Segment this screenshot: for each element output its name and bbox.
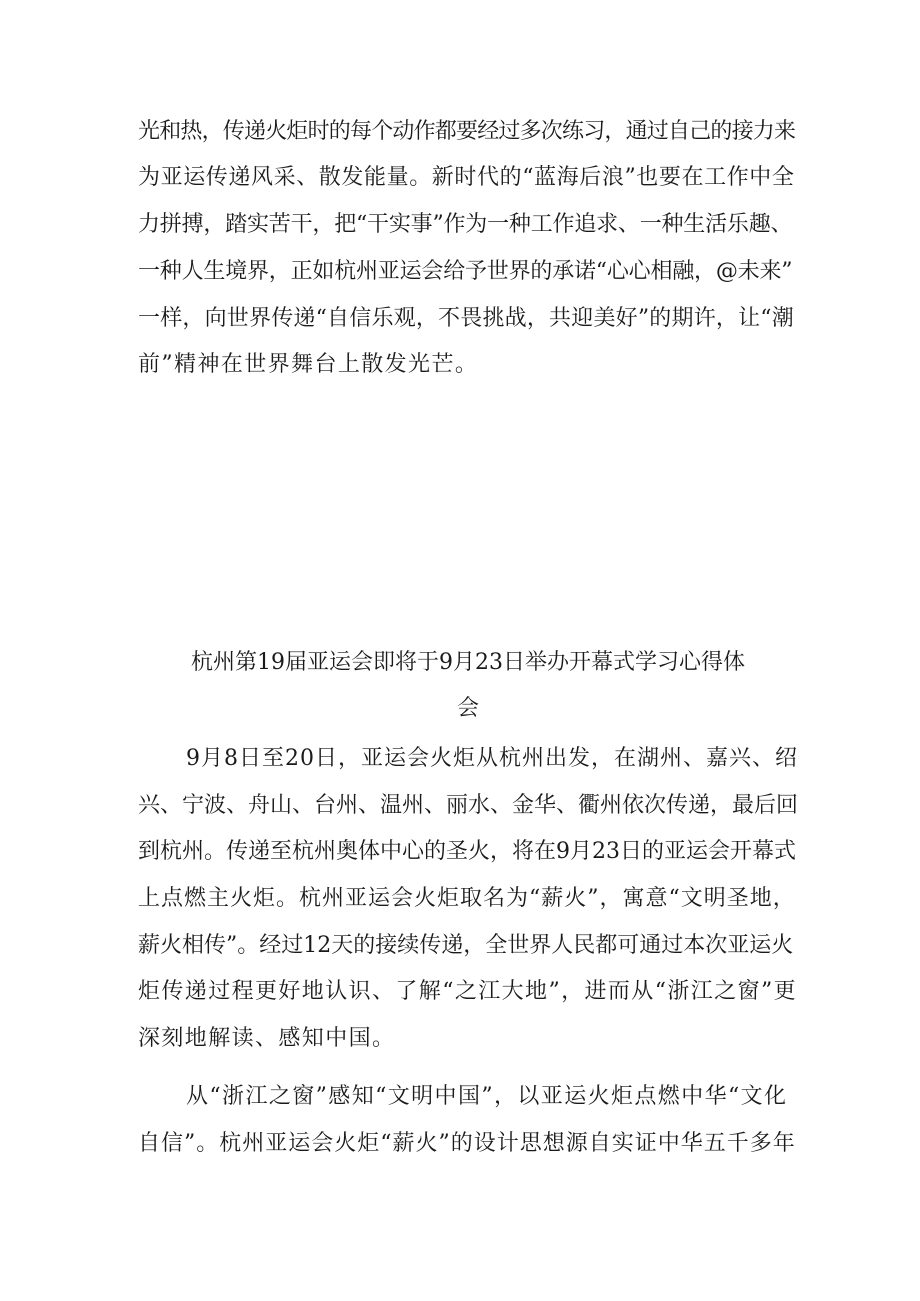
continuation-line-4: 一种人生境界，正如杭州亚运会给予世界的承诺“心心相融，@未来” bbox=[138, 259, 793, 284]
continuation-line-5: 一样，向世界传递“自信乐观，不畏挑战，共迎美好”的期许，让“潮 bbox=[138, 306, 794, 331]
paragraph-1-line-2: 兴、宁波、舟山、台州、温州、丽水、金华、衢州依次传递，最后回 bbox=[138, 793, 799, 818]
paragraph-1-line-5: 薪火相传”。经过12天的接续传递，全世界人民都可通过本次亚运火 bbox=[138, 933, 794, 958]
continuation-line-1: 光和热，传递火炬时的每个动作都要经过多次练习，通过自己的接力来 bbox=[138, 119, 796, 144]
article-title-continued: 会 bbox=[456, 696, 479, 721]
paragraph-1-line-7: 深刻地解读、感知中国。 bbox=[138, 1026, 396, 1051]
continuation-line-6: 前”精神在世界舞台上散发光芒。 bbox=[138, 352, 479, 377]
paragraph-1-line-6: 炬传递过程更好地认识、了解“之江大地”，进而从“浙江之窗”更 bbox=[138, 979, 797, 1004]
continuation-line-3: 力拼搏，踏实苦干，把“干实事”作为一种工作追求、一种生活乐趣、 bbox=[138, 212, 793, 237]
continuation-line-2: 为亚运传递风采、散发能量。新时代的“蓝海后浪”也要在工作中全 bbox=[138, 165, 795, 190]
paragraph-1-line-3: 到杭州。传递至杭州奥体中心的圣火，将在9月23日的亚运会开幕式 bbox=[138, 839, 796, 864]
article-title: 杭州第19届亚运会即将于9月23日举办开幕式学习心得体 bbox=[191, 650, 745, 675]
paragraph-1-line-4: 上点燃主火炬。杭州亚运会火炬取名为“薪火”，寓意“文明圣地， bbox=[138, 886, 796, 911]
paragraph-2-line-1: 从“浙江之窗”感知“文明中国”，以亚运火炬点燃中华“文化 bbox=[186, 1084, 788, 1109]
paragraph-1-line-1: 9月8日至20日，亚运会火炬从杭州出发，在湖州、嘉兴、绍 bbox=[186, 746, 798, 771]
paragraph-2-line-2: 自信”。杭州亚运会火炬“薪火”的设计思想源自实证中华五千多年 bbox=[138, 1131, 796, 1156]
